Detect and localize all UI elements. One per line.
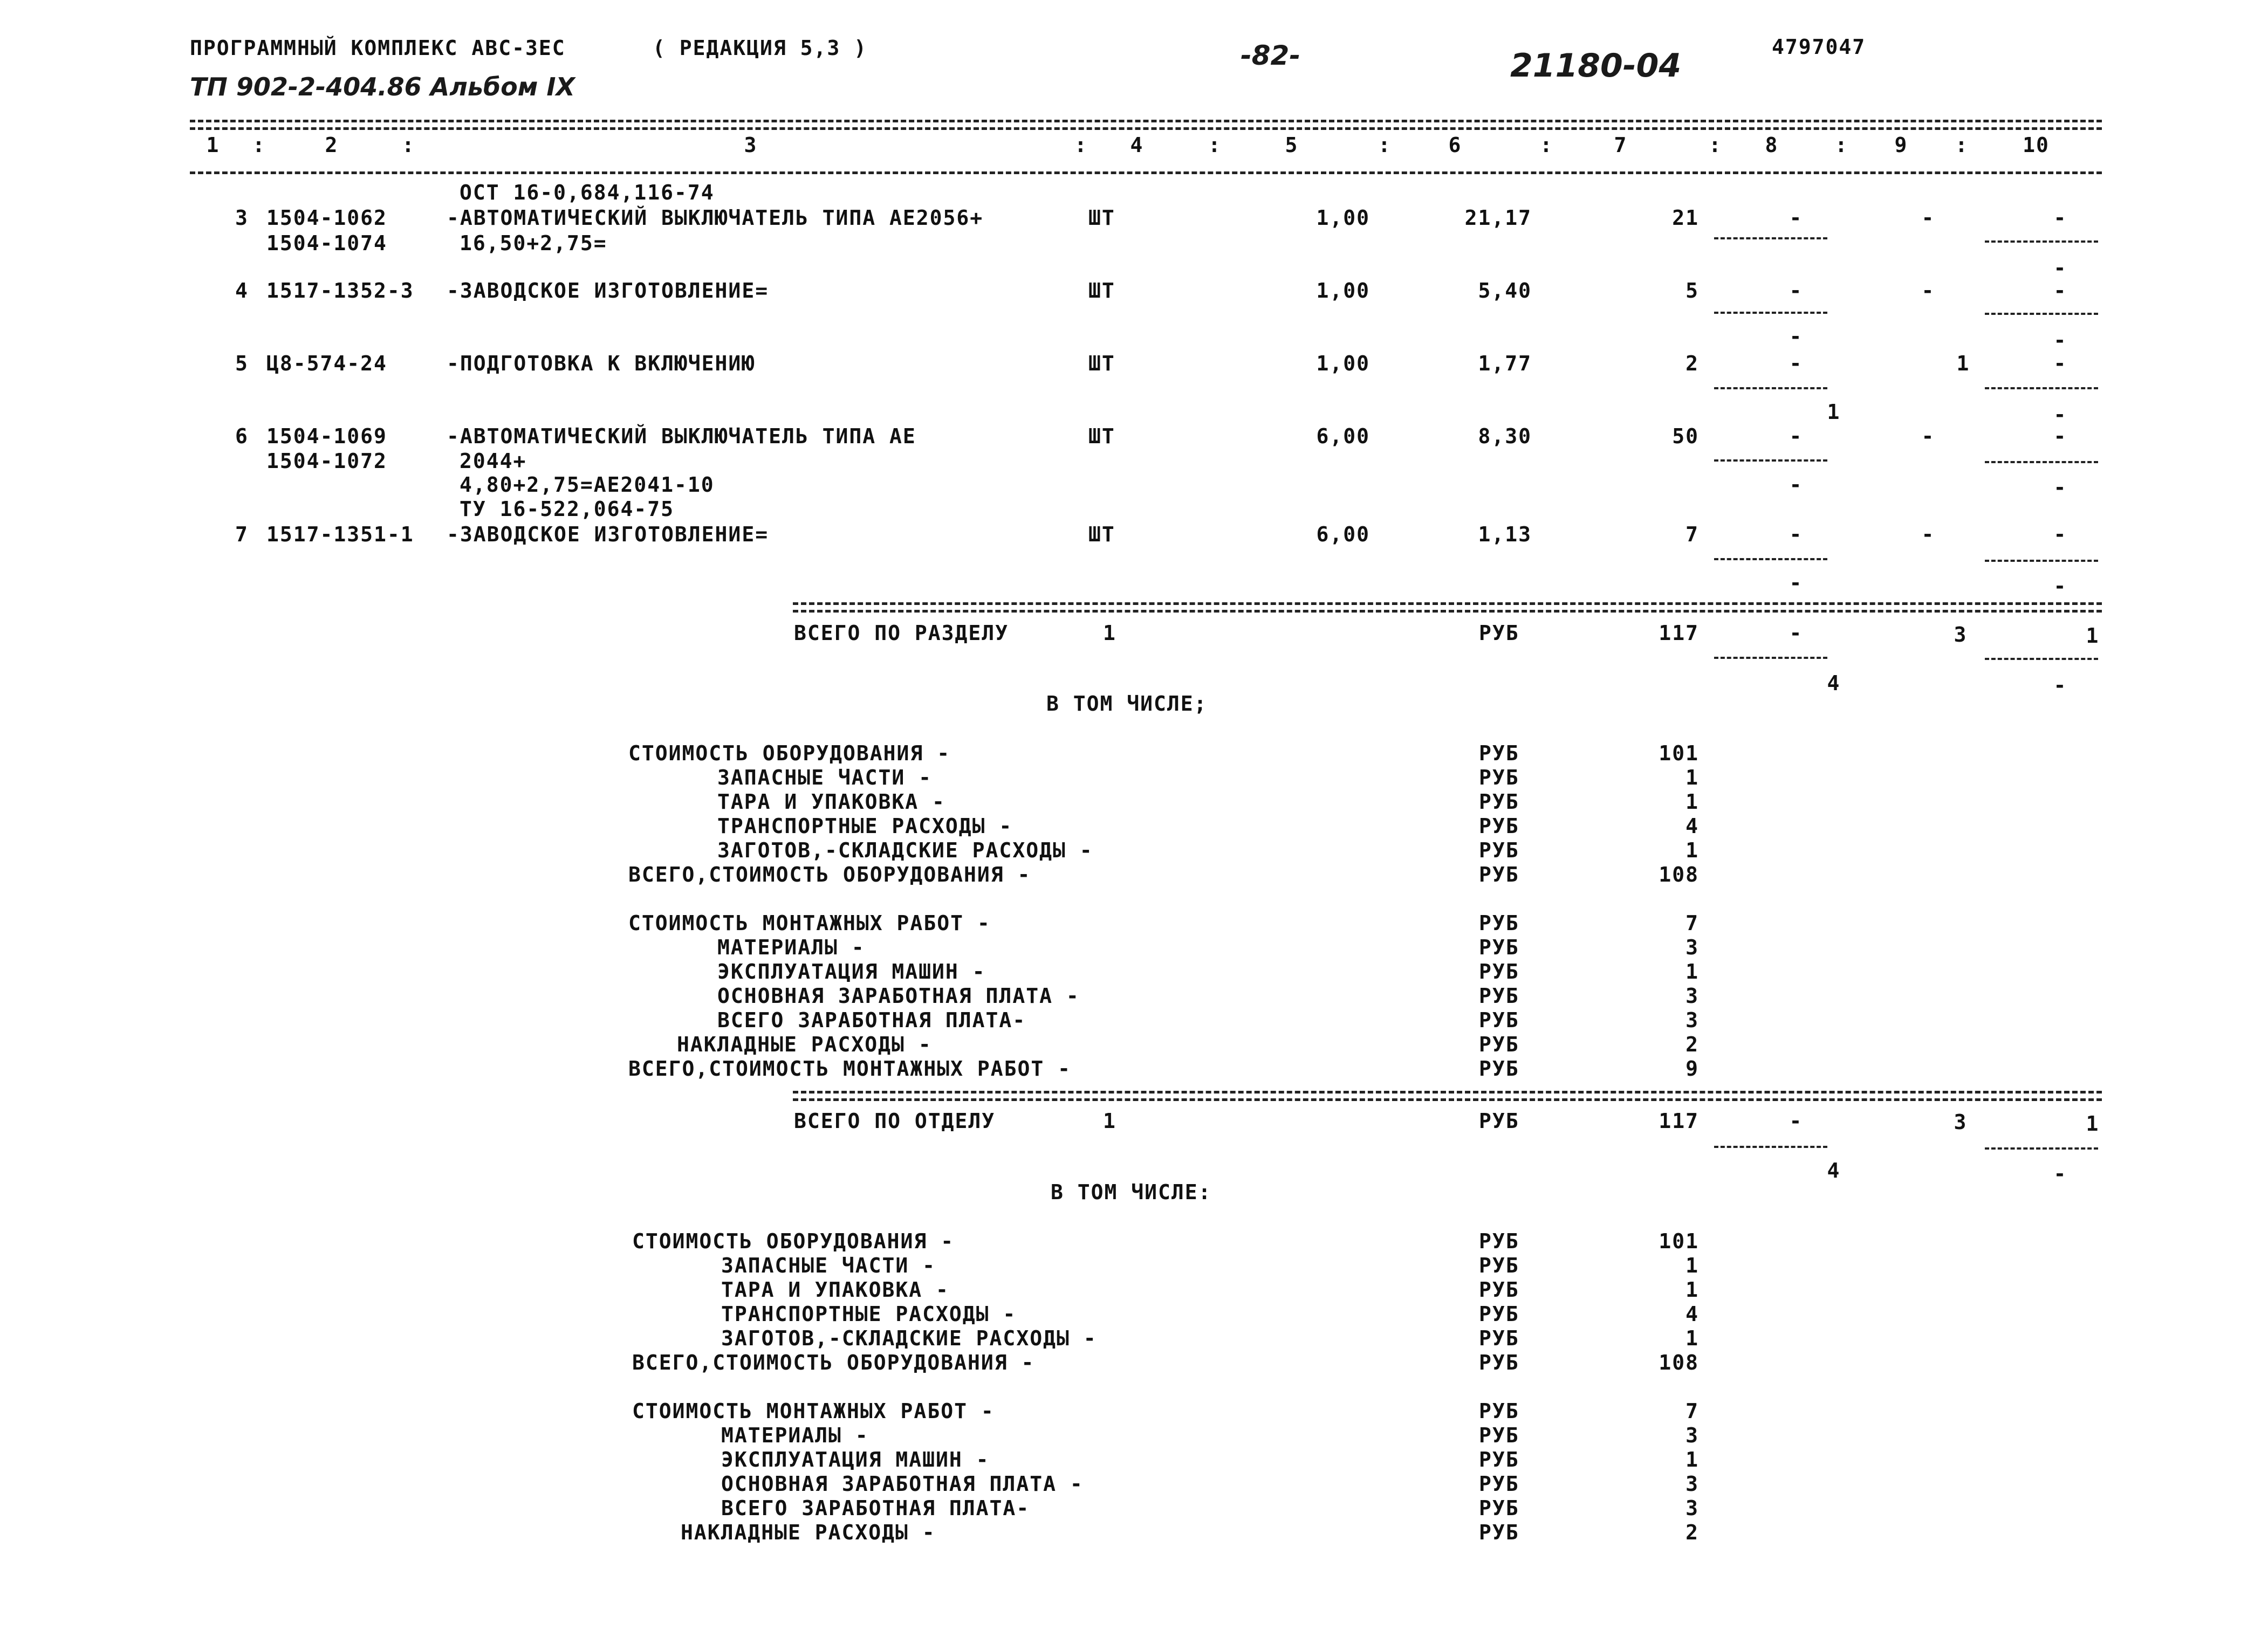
breakdown-label: ЗАГОТОВ,-СКЛАДСКИЕ РАСХОДЫ - — [721, 1326, 1097, 1350]
col-sep: : — [1540, 133, 1553, 157]
col10-divider — [1985, 1147, 2098, 1150]
row-total: 5 — [1685, 279, 1699, 302]
row-col8-top: - — [1789, 279, 1803, 302]
dept-total-col10-bottom: - — [2053, 1162, 2067, 1186]
dept-total-rule — [793, 1091, 2102, 1093]
breakdown-value: 3 — [1685, 1496, 1699, 1520]
breakdown-unit: РУБ — [1479, 936, 1519, 959]
breakdown-value: 3 — [1685, 936, 1699, 959]
row-unit: ШТ — [1088, 424, 1115, 448]
breakdown-value: 1 — [1685, 1278, 1699, 1302]
program-title: ПРОГРАММНЫЙ КОМПЛЕКС АВС-ЗЕС — [190, 36, 566, 60]
breakdown-unit: РУБ — [1479, 741, 1519, 765]
section-total-unit: РУБ — [1479, 621, 1519, 645]
col-sep: : — [1208, 133, 1222, 157]
breakdown-unit: РУБ — [1479, 1351, 1519, 1374]
section-total-rule — [793, 602, 2102, 605]
breakdown-unit: РУБ — [1479, 1008, 1519, 1032]
col-sep: : — [402, 133, 415, 157]
dept-total-value: 117 — [1659, 1109, 1699, 1133]
row-col10-bottom: - — [2053, 574, 2067, 598]
document-number: 4797047 — [1772, 35, 1866, 59]
header-rule-bottom — [190, 171, 2102, 174]
dept-total-label: ВСЕГО ПО ОТДЕЛУ — [794, 1109, 996, 1133]
breakdown-value: 1 — [1685, 960, 1699, 983]
row-price: 8,30 — [1478, 424, 1532, 448]
col-sep: : — [252, 133, 266, 157]
section-total-col10-bottom: - — [2053, 673, 2067, 697]
col-header-10: 10 — [2023, 133, 2050, 157]
breakdown-value: 3 — [1685, 1423, 1699, 1447]
section-total-count: 1 — [1103, 621, 1116, 645]
breakdown-label: НАКЛАДНЫЕ РАСХОДЫ - — [677, 1033, 932, 1056]
header-rule-top-2 — [190, 127, 2102, 130]
col-sep: : — [1835, 133, 1848, 157]
row-spec-note: ОСТ 16-0,684,116-74 — [460, 181, 715, 204]
breakdown-label: ОСНОВНАЯ ЗАРАБОТНАЯ ПЛАТА - — [717, 984, 1080, 1008]
breakdown-label: ВСЕГО ЗАРАБОТНАЯ ПЛАТА- — [721, 1496, 1030, 1520]
breakdown-value: 1 — [1685, 838, 1699, 862]
breakdown-unit: РУБ — [1479, 766, 1519, 789]
breakdown-label: ТРАНСПОРТНЫЕ РАСХОДЫ - — [721, 1302, 1017, 1326]
dept-total-col10-top: 1 — [2086, 1112, 2100, 1136]
breakdown-value: 101 — [1659, 741, 1699, 765]
col-header-5: 5 — [1285, 133, 1299, 157]
row-col10-bottom: - — [2053, 328, 2067, 352]
row-total: 2 — [1685, 352, 1699, 375]
row-col10-top: - — [2053, 522, 2067, 546]
breakdown-value: 3 — [1685, 984, 1699, 1008]
row-col8-bottom: 1 — [1827, 400, 1841, 424]
dept-total-col8-top: - — [1789, 1109, 1803, 1133]
breakdown-value: 2 — [1685, 1033, 1699, 1056]
row-total: 7 — [1685, 522, 1699, 546]
breakdown-value: 9 — [1685, 1057, 1699, 1081]
breakdown-label: ОСНОВНАЯ ЗАРАБОТНАЯ ПЛАТА - — [721, 1472, 1084, 1496]
col-header-3: 3 — [744, 133, 758, 157]
col8-divider — [1714, 657, 1827, 659]
row-code-2: 1504-1072 — [266, 449, 387, 473]
row-quantity: 6,00 — [1316, 424, 1370, 448]
breakdown-unit: РУБ — [1479, 1033, 1519, 1056]
breakdown-unit: РУБ — [1479, 790, 1519, 814]
breakdown-label: ЗАПАСНЫЕ ЧАСТИ - — [717, 766, 933, 789]
row-quantity: 1,00 — [1316, 206, 1370, 230]
dept-total-col8-bottom: 4 — [1827, 1159, 1841, 1182]
breakdown-unit: РУБ — [1479, 1254, 1519, 1277]
col10-divider — [1985, 461, 2098, 463]
row-col9: - — [1921, 424, 1935, 448]
breakdown-label: НАКЛАДНЫЕ РАСХОДЫ - — [681, 1521, 936, 1544]
breakdown-label: МАТЕРИАЛЫ - — [721, 1423, 869, 1447]
col10-divider — [1985, 387, 2098, 389]
col8-divider — [1714, 237, 1827, 239]
breakdown-label: ЭКСПЛУАТАЦИЯ МАШИН - — [717, 960, 986, 983]
section-total-col8-bottom: 4 — [1827, 671, 1841, 695]
row-col8-bottom: - — [1789, 325, 1803, 348]
dept-total-col9: 3 — [1954, 1110, 1968, 1134]
breakdown-value: 1 — [1685, 790, 1699, 814]
row-col10-top: - — [2053, 206, 2067, 230]
col8-divider — [1714, 387, 1827, 389]
dept-total-rule-2 — [793, 1098, 2102, 1101]
breakdown-unit: РУБ — [1479, 1496, 1519, 1520]
breakdown-label: ЗАПАСНЫЕ ЧАСТИ - — [721, 1254, 936, 1277]
breakdown-label: ВСЕГО,СТОИМОСТЬ МОНТАЖНЫХ РАБОТ - — [628, 1057, 1071, 1081]
row-col10-bottom: - — [2053, 403, 2067, 427]
row-description: -ЗАВОДСКОЕ ИЗГОТОВЛЕНИЕ= — [447, 522, 769, 546]
row-col10-bottom: - — [2053, 476, 2067, 499]
including-heading-1: В ТОМ ЧИСЛЕ; — [1046, 692, 1208, 716]
col8-divider — [1714, 459, 1827, 462]
row-col8-bottom: - — [1789, 473, 1803, 497]
row-description-2: 16,50+2,75= — [460, 231, 607, 255]
breakdown-unit: РУБ — [1479, 1057, 1519, 1081]
row-code: 1504-1062 — [266, 206, 387, 230]
row-col9: - — [1921, 522, 1935, 546]
breakdown-label: ВСЕГО,СТОИМОСТЬ ОБОРУДОВАНИЯ - — [632, 1351, 1035, 1374]
col-header-4: 4 — [1130, 133, 1144, 157]
breakdown-unit: РУБ — [1479, 1229, 1519, 1253]
row-col9: 1 — [1956, 352, 1970, 375]
row-quantity: 1,00 — [1316, 352, 1370, 375]
breakdown-label: СТОИМОСТЬ ОБОРУДОВАНИЯ - — [628, 741, 951, 765]
row-quantity: 6,00 — [1316, 522, 1370, 546]
col-header-8: 8 — [1765, 133, 1779, 157]
row-code: 1517-1351-1 — [266, 522, 414, 546]
row-number: 6 — [235, 424, 249, 448]
row-col10-prev-bottom: - — [2053, 256, 2067, 280]
row-col10-top: - — [2053, 279, 2067, 302]
section-total-value: 117 — [1659, 621, 1699, 645]
section-total-label: ВСЕГО ПО РАЗДЕЛУ — [794, 621, 1009, 645]
breakdown-label: СТОИМОСТЬ МОНТАЖНЫХ РАБОТ - — [632, 1399, 995, 1423]
col8-divider — [1714, 1146, 1827, 1148]
breakdown-label: ТРАНСПОРТНЫЕ РАСХОДЫ - — [717, 814, 1013, 838]
breakdown-value: 7 — [1685, 1399, 1699, 1423]
breakdown-unit: РУБ — [1479, 863, 1519, 886]
breakdown-label: ЭКСПЛУАТАЦИЯ МАШИН - — [721, 1448, 990, 1471]
row-col9: - — [1921, 279, 1935, 302]
row-unit: ШТ — [1088, 352, 1115, 375]
project-reference: ТП 902-2-404.86 Альбом IX — [190, 72, 575, 101]
breakdown-unit: РУБ — [1479, 814, 1519, 838]
col-sep: : — [1378, 133, 1392, 157]
breakdown-unit: РУБ — [1479, 911, 1519, 935]
col8-divider — [1714, 312, 1827, 314]
col10-divider — [1985, 560, 2098, 562]
row-description: -АВТОМАТИЧЕСКИЙ ВЫКЛЮЧАТЕЛЬ ТИПА АЕ — [447, 424, 916, 448]
breakdown-value: 1 — [1685, 766, 1699, 789]
row-number: 3 — [235, 206, 249, 230]
row-col8-top: - — [1789, 522, 1803, 546]
breakdown-value: 3 — [1685, 1472, 1699, 1496]
breakdown-value: 4 — [1685, 1302, 1699, 1326]
breakdown-label: ВСЕГО ЗАРАБОТНАЯ ПЛАТА- — [717, 1008, 1026, 1032]
col-header-6: 6 — [1448, 133, 1462, 157]
breakdown-unit: РУБ — [1479, 1302, 1519, 1326]
row-description: -ЗАВОДСКОЕ ИЗГОТОВЛЕНИЕ= — [447, 279, 769, 302]
breakdown-value: 4 — [1685, 814, 1699, 838]
row-unit: ШТ — [1088, 206, 1115, 230]
row-unit: ШТ — [1088, 522, 1115, 546]
breakdown-label: ВСЕГО,СТОИМОСТЬ ОБОРУДОВАНИЯ - — [628, 863, 1031, 886]
page-number: -82- — [1241, 40, 1301, 71]
breakdown-value: 101 — [1659, 1229, 1699, 1253]
row-code: 1504-1069 — [266, 424, 387, 448]
section-total-col8-top: - — [1789, 621, 1803, 645]
row-col10-top: - — [2053, 424, 2067, 448]
breakdown-unit: РУБ — [1479, 1326, 1519, 1350]
row-price: 1,77 — [1478, 352, 1532, 375]
breakdown-value: 108 — [1659, 863, 1699, 886]
breakdown-label: СТОИМОСТЬ ОБОРУДОВАНИЯ - — [632, 1229, 955, 1253]
row-total: 50 — [1672, 424, 1699, 448]
breakdown-value: 1 — [1685, 1254, 1699, 1277]
document-code: 21180-04 — [1510, 47, 1682, 85]
col-header-9: 9 — [1894, 133, 1908, 157]
row-description-4: ТУ 16-522,064-75 — [460, 497, 675, 521]
row-col8-top: - — [1789, 206, 1803, 230]
header-rule-top — [190, 120, 2102, 122]
row-col9: - — [1921, 206, 1935, 230]
section-total-col10-top: 1 — [2086, 624, 2100, 648]
row-number: 4 — [235, 279, 249, 302]
row-description: -АВТОМАТИЧЕСКИЙ ВЫКЛЮЧАТЕЛЬ ТИПА АЕ2056+ — [447, 206, 984, 230]
row-price: 5,40 — [1478, 279, 1532, 302]
col-sep: : — [1074, 133, 1088, 157]
col-header-1: 1 — [206, 133, 220, 157]
section-total-rule-2 — [793, 610, 2102, 613]
edition-label: ( РЕДАКЦИЯ 5,3 ) — [653, 36, 868, 60]
row-code: 1517-1352-3 — [266, 279, 414, 302]
row-col8-top: - — [1789, 352, 1803, 375]
breakdown-unit: РУБ — [1479, 1423, 1519, 1447]
col-header-2: 2 — [325, 133, 339, 157]
row-description: -ПОДГОТОВКА К ВКЛЮЧЕНИЮ — [447, 352, 756, 375]
breakdown-unit: РУБ — [1479, 1399, 1519, 1423]
row-description-2: 2044+ — [460, 449, 527, 473]
row-number: 5 — [235, 352, 249, 375]
col-header-7: 7 — [1614, 133, 1628, 157]
breakdown-value: 1 — [1685, 1326, 1699, 1350]
dept-total-count: 1 — [1103, 1109, 1116, 1133]
row-col8-bottom: - — [1789, 571, 1803, 595]
breakdown-label: СТОИМОСТЬ МОНТАЖНЫХ РАБОТ - — [628, 911, 991, 935]
breakdown-label: ЗАГОТОВ,-СКЛАДСКИЕ РАСХОДЫ - — [717, 838, 1093, 862]
row-price: 1,13 — [1478, 522, 1532, 546]
row-code: Ц8-574-24 — [266, 352, 387, 375]
dept-total-unit: РУБ — [1479, 1109, 1519, 1133]
row-unit: ШТ — [1088, 279, 1115, 302]
col10-divider — [1985, 658, 2098, 660]
breakdown-value: 7 — [1685, 911, 1699, 935]
breakdown-value: 1 — [1685, 1448, 1699, 1471]
row-quantity: 1,00 — [1316, 279, 1370, 302]
breakdown-unit: РУБ — [1479, 1521, 1519, 1544]
breakdown-label: МАТЕРИАЛЫ - — [717, 936, 865, 959]
breakdown-unit: РУБ — [1479, 838, 1519, 862]
breakdown-label: ТАРА И УПАКОВКА - — [721, 1278, 949, 1302]
row-price: 21,17 — [1464, 206, 1532, 230]
breakdown-unit: РУБ — [1479, 984, 1519, 1008]
breakdown-unit: РУБ — [1479, 1278, 1519, 1302]
row-code-2: 1504-1074 — [266, 231, 387, 255]
col-sep: : — [1709, 133, 1722, 157]
col8-divider — [1714, 558, 1827, 560]
row-number: 7 — [235, 522, 249, 546]
col-sep: : — [1955, 133, 1969, 157]
row-col10-top: - — [2053, 352, 2067, 375]
breakdown-unit: РУБ — [1479, 1472, 1519, 1496]
breakdown-value: 2 — [1685, 1521, 1699, 1544]
row-description-3: 4,80+2,75=АЕ2041-10 — [460, 473, 715, 497]
col10-divider — [1985, 313, 2098, 315]
breakdown-unit: РУБ — [1479, 1448, 1519, 1471]
row-total: 21 — [1672, 206, 1699, 230]
breakdown-label: ТАРА И УПАКОВКА - — [717, 790, 945, 814]
breakdown-unit: РУБ — [1479, 960, 1519, 983]
col10-divider — [1985, 240, 2098, 243]
breakdown-value: 3 — [1685, 1008, 1699, 1032]
breakdown-value: 108 — [1659, 1351, 1699, 1374]
section-total-col9: 3 — [1954, 623, 1968, 647]
row-col8-top: - — [1789, 424, 1803, 448]
including-heading-2: В ТОМ ЧИСЛЕ: — [1051, 1180, 1212, 1204]
